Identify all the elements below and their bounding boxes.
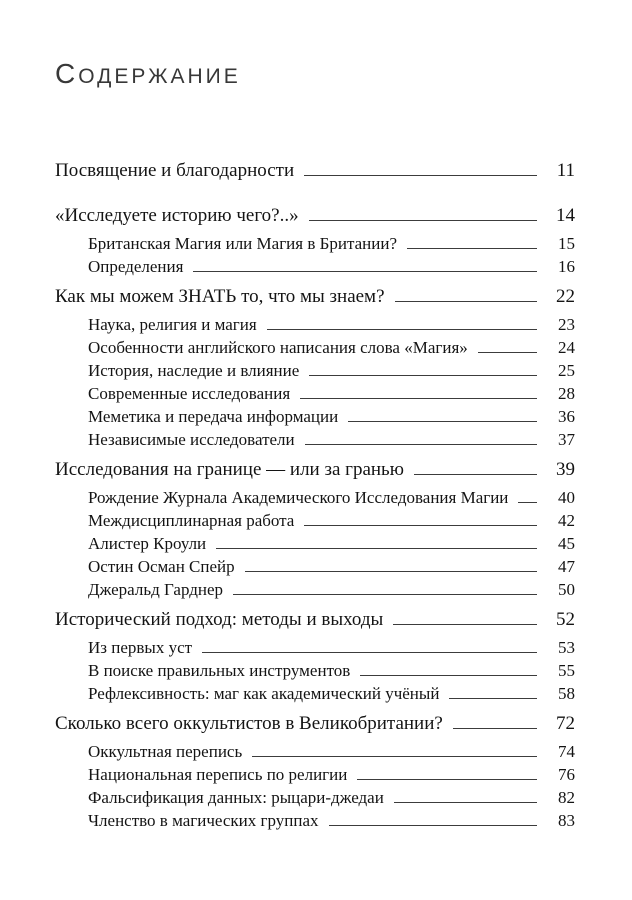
leader-line [309,375,537,376]
toc-entry-label: Определения [88,257,184,276]
toc-entry-page-number: 55 [558,661,575,680]
leader-line [202,652,537,653]
toc-entry-label: Особенности английского написания слова «Магия» [88,338,468,357]
toc-section [55,158,575,184]
toc-entry [88,763,575,786]
toc-entry-page-number: 72 [556,713,575,734]
toc-entry-label: Фальсификация данных: рыцари-джедаи [88,788,384,807]
toc-entry-page-number: 16 [558,257,575,276]
leader-line [360,675,537,676]
leader-line [449,698,537,699]
toc-entry-page-number: 22 [556,286,575,307]
toc-entry-page-number: 52 [556,609,575,630]
toc-section [55,457,575,601]
toc-entry-page-number: 15 [558,234,575,253]
leader-line [394,802,537,803]
leader-line [252,756,537,757]
leader-line [216,548,537,549]
toc-entry [88,809,575,832]
toc-entry-label: Сколько всего оккультистов в Великобритании? [55,713,443,734]
page-title: СОДЕРЖАНИЕ [55,58,241,89]
toc-entry-page-number: 11 [556,160,575,181]
toc-entry-page-number: 40 [558,488,575,507]
toc-entry-page-number: 82 [558,788,575,807]
leader-line [478,352,537,353]
toc-entry-page-number: 53 [558,638,575,657]
toc-entry [88,313,575,336]
leader-line [393,624,537,625]
toc-entry-label: Междисциплинарная работа [88,511,295,530]
toc-entry-label: Независимые исследователи [88,430,295,449]
toc-entry [55,607,575,633]
toc-entry-page-number: 14 [556,205,575,226]
toc-entry-label: Рефлексивность: маг как академический учёный [88,684,440,703]
toc-entry-label: Наука, религия и магия [88,315,257,334]
leader-line [305,444,537,445]
toc-section [55,284,575,451]
leader-line [233,594,537,595]
toc-entry-label: Как мы можем ЗНАТЬ то, что мы знаем? [55,286,385,307]
toc-entry [88,428,575,451]
leader-line [329,825,537,826]
toc-entry-label: Алистер Кроули [88,534,207,553]
leader-line [304,175,537,176]
toc-entry-label: Членство в магических группах [88,811,319,830]
leader-line [348,421,537,422]
toc-entry-label: Современные исследования [88,384,291,403]
toc-entry-page-number: 50 [558,580,575,599]
toc-entry [88,786,575,809]
toc-entry [88,336,575,359]
toc-entry-page-number: 42 [558,511,575,530]
toc-entry-page-number: 37 [558,430,575,449]
toc-entry [88,486,575,509]
toc-entry-page-number: 39 [556,459,575,480]
toc-entry-label: Британская Магия или Магия в Британии? [88,234,397,253]
toc-entry-page-number: 36 [558,407,575,426]
toc-entry-label: Национальная перепись по религии [88,765,348,784]
leader-line [304,525,537,526]
toc-entry-label: История, наследие и влияние [88,361,300,380]
toc-entry-label: «Исследуете историю чего?..» [55,205,299,226]
toc-entry-label: Посвящение и благодарности [55,160,295,181]
toc-entry [88,555,575,578]
leader-line [357,779,537,780]
toc-entry-page-number: 76 [558,765,575,784]
toc-entry-label: Исторический подход: методы и выходы [55,609,384,630]
toc-entry-page-number: 83 [558,811,575,830]
toc-section [55,607,575,705]
toc-entry [88,578,575,601]
toc-entry-page-number: 74 [558,742,575,761]
toc-entry [88,359,575,382]
leader-line [414,474,537,475]
toc-entry-page-number: 58 [558,684,575,703]
toc-entry [88,532,575,555]
leader-line [245,571,537,572]
toc-list [55,158,575,832]
toc-entry [55,284,575,310]
toc-entry-label: В поиске правильных инструментов [88,661,351,680]
toc-entry-label: Меметика и передача информации [88,407,339,426]
toc-entry-label: Джеральд Гарднер [88,580,224,599]
toc-entry [88,740,575,763]
leader-line [395,301,537,302]
toc-entry [88,255,575,278]
toc-entry-label: Из первых уст [88,638,193,657]
toc-entry [88,659,575,682]
toc-entry-label: Исследования на границе — или за гранью [55,459,404,480]
toc-entry [55,711,575,737]
toc-section [55,203,575,278]
toc-entry-label: Остин Осман Спейр [88,557,235,576]
leader-line [267,329,537,330]
leader-line [193,271,537,272]
leader-line [309,220,537,221]
toc-entry-page-number: 28 [558,384,575,403]
toc-entry-page-number: 45 [558,534,575,553]
toc-entry-page-number: 24 [558,338,575,357]
leader-line [407,248,537,249]
toc-entry [88,232,575,255]
toc-entry-label: Оккультная перепись [88,742,243,761]
toc-entry-page-number: 47 [558,557,575,576]
leader-line [453,728,537,729]
toc-section [55,711,575,832]
leader-line [300,398,537,399]
toc-entry [55,203,575,229]
toc-entry [55,158,575,184]
toc-entry-page-number: 25 [558,361,575,380]
toc-entry [88,682,575,705]
toc-entry-page-number: 23 [558,315,575,334]
toc-entry [88,509,575,532]
toc-entry [88,405,575,428]
leader-line [518,502,537,503]
toc-entry [88,636,575,659]
toc-entry [88,382,575,405]
toc-entry [55,457,575,483]
toc-entry-label: Рождение Журнала Академического Исследования Магии [88,488,509,507]
